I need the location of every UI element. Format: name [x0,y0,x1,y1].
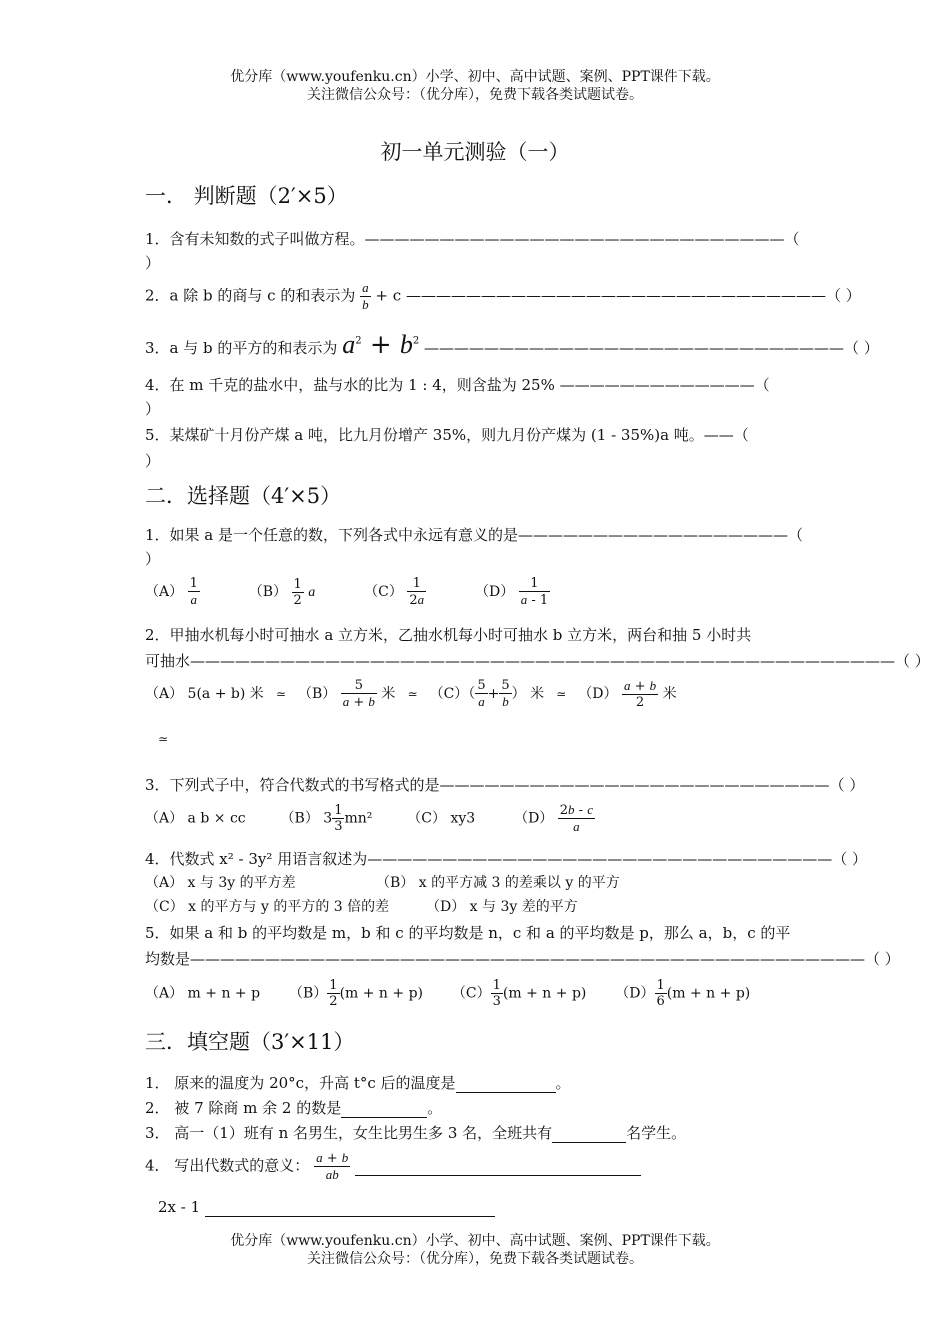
s2-q5-expr: (m + n + p) [666,985,751,1002]
s2-question-4: 4．代数式 x² - 3y² 用语言叙述为———————————————————————————————（ ） [145,850,867,868]
s3-question-3 [145,1122,686,1143]
s2-q3-option-b: （B） 3 [280,810,333,827]
fraction-1-over-3: $\frac{1}{3}$ [334,803,343,834]
s2-q2-options: （A） 5(a + b) 米 ≃ （B） $\frac{5}{a + b}$ 米 ≃ （C）（ $\frac{5}{a}$ + $\frac{5}{b}$ ） 米 ≃ （D） $\frac{a + b}{2}$ 米 [145,678,677,710]
blank-line[interactable] [355,1157,641,1176]
s2-q2-option-b: （B） [298,686,337,702]
s3-question-1 [145,1072,571,1093]
s2-question-5-cont: 均数是—————————————————————————————————————————————（ ） [145,950,900,968]
s2-question-1-end: ） [145,550,161,568]
fraction-1-over-a: $\frac{1}{a}$ [189,576,198,607]
s3-q2-text: 2． 被 7 除商 m 余 2 的数是 [145,1099,342,1117]
s3-q1-end: 。 [555,1074,571,1092]
blank-line[interactable] [552,1124,626,1143]
s1-question-4: 4．在 m 千克的盐水中，盐与水的比为 1 : 4，则含盐为 25% —————————————（ [145,376,770,394]
s2-q3-option-d: （D） [514,810,554,827]
s1-q3-expr: $a^2 + b^2$ [342,330,420,360]
s2-q3-option-a: （A） a b × cc [145,810,246,827]
fraction-1-over-2: $\frac{1}{2}$ [293,576,302,608]
section-1-heading: 一． 判断题（2′×5） [145,184,348,208]
s3-q4-expr-2: 2x - 1 [158,1198,201,1216]
s2-question-2: 2．甲抽水机每小时可抽水 a 立方米，乙抽水机每小时可抽水 b 立方米，两台和抽 5 小时共 [145,626,752,644]
s3-q1-text: 1． 原来的温度为 20°c，升高 t°c 后的温度是 [145,1074,456,1092]
section-2-heading: 二．选择题（4′×5） [145,484,342,508]
s3-q3-text: 3． 高一（1）班有 n 名男生，女生比男生多 3 名，全班共有 [145,1124,553,1142]
blank-line[interactable] [341,1099,427,1118]
fraction-2b-minus-c-over-a: $\frac{2b - c}{a}$ [559,802,593,834]
s3-question-4 [145,1150,641,1183]
footer-line-2: 关注微信公众号：（优分库），免费下载各类试题试卷。 [307,1251,643,1267]
s1-question-5: 5．某煤矿十月份产煤 a 吨，比九月份增产 35%，则九月份产煤为 (1 - 35%)a 吨。——（ [145,426,749,444]
s1-question-3 [145,330,879,360]
s1-q3-dashes: ————————————————————————————（ ） [424,339,879,357]
s2-q4-option-b: （B） x 的平方减 3 的差乘以 y 的平方 [376,875,620,891]
s3-q2-end: 。 [427,1099,443,1117]
s2-q5-option-d: （D） [615,985,655,1002]
s1-question-1-end: ） [145,254,161,272]
s2-q5-options [145,978,750,1009]
s1-q2-dashes: ————————————————————————————（ ） [405,286,861,305]
section-3-heading: 三．填空题（3′×11） [145,1030,355,1054]
option-c-label: （C） [364,584,403,600]
s2-question-1: 1．如果 a 是一个任意的数，下列各式中永远有意义的是——————————————————（ [145,526,804,544]
fraction-5-over-a: $\frac{5}{a}$ [477,678,486,709]
s2-q4-option-d: （D） x 与 3y 差的平方 [426,899,578,915]
squiggle-icon: ≃ [268,687,294,701]
s2-question-2-cont: 可抽水———————————————————————————————————————————————（ ） [145,652,930,670]
s2-question-5: 5．如果 a 和 b 的平均数是 m，b 和 c 的平均数是 n，c 和 a 的平均数是 p，那么 a，b，c 的平 [145,924,791,942]
s3-q3-end: 名学生。 [626,1124,687,1142]
squiggle-icon: ≃ [399,687,426,701]
fraction-1-over-3: $\frac{1}{3}$ [492,978,501,1009]
option-d-label: （D） [475,584,515,600]
s2-question-3: 3．下列式子中，符合代数式的书写格式的是——————————————————————————（ ） [145,776,865,794]
s3-question-4-part-2 [158,1198,495,1217]
s1-question-2 [145,280,861,313]
blank-line[interactable] [205,1198,495,1217]
s1-question-1: 1．含有未知数的式子叫做方程。————————————————————————————（ [145,230,800,248]
blank-line[interactable] [456,1074,556,1093]
header-line-1: 优分库（www.youfenku.cn）小学、初中、高中试题、案例、PPT课件下载。 [230,69,720,85]
s2-q1-options: （A） $\frac{1}{a}$ （B） $\frac{1}{2}$ a （C） $\frac{1}{2a}$ （D） $\frac{1}{a - 1}$ [145,576,549,608]
header-line-2: 关注微信公众号：（优分库），免费下载各类试题试卷。 [307,87,643,103]
fraction-a-plus-b-over-2: $\frac{a + b}{2}$ [623,678,657,710]
s1-q3-text: 3．a 与 b 的平方的和表示为 [145,339,338,357]
s2-q2-option-d: （D） [578,686,618,702]
s1-question-5-end: ） [145,452,161,470]
s2-q4-option-a: （A） x 与 3y 的平方差 [145,875,296,891]
s2-q5-expr: (m + n + p) [339,985,424,1002]
s3-q4-text: 4． 写出代数式的意义： [145,1156,310,1175]
squiggle-icon: ≃ [158,732,169,746]
s2-q5-option-c: （C） [451,985,491,1002]
s2-q3-option-c: （C） xy3 [407,810,476,827]
fraction-a-over-b: $\frac{a}{b}$ [362,280,369,312]
s1-q2-expr: + c [375,286,402,305]
s3-question-2 [145,1097,442,1118]
s2-q3-options [145,802,595,835]
fraction-5-over-b: $\frac{5}{b}$ [501,678,510,709]
unit-label: 米 [662,686,677,702]
s1-q2-text: 2．a 除 b 的商与 c 的和表示为 [145,286,356,305]
fraction-5-over-a-plus-b: $\frac{5}{a + b}$ [342,678,375,710]
unit-label: 米 [530,686,545,702]
s2-q5-option-a: （A） m + n + p [145,985,261,1002]
footer-line-1: 优分库（www.youfenku.cn）小学、初中、高中试题、案例、PPT课件下载。 [230,1233,720,1249]
option-b-label: （B） [248,584,288,600]
fraction-1-over-a-minus-1: $\frac{1}{a - 1}$ [520,576,549,608]
s2-q3-option-b-term: mn² [344,810,373,827]
s2-q5-expr: (m + n + p) [502,985,587,1002]
fraction-1-over-2a: $\frac{1}{2a}$ [409,576,425,608]
s2-q2-option-a: （A） 5(a + b) 米 [145,686,264,702]
option-a-label: （A） [145,584,184,600]
s2-q4-option-c: （C） x 的平方与 y 的平方的 3 倍的差 [145,899,390,915]
s1-question-4-end: ） [145,400,161,418]
page-title: 初一单元测验（一） [380,140,570,164]
fraction-a-plus-b-over-ab: $\frac{a + b}{ab}$ [316,1150,349,1182]
s2-q5-option-b: （B） [288,985,328,1002]
fraction-1-over-2: $\frac{1}{2}$ [329,978,338,1009]
squiggle-icon: ≃ [548,687,574,701]
fraction-1-over-6: $\frac{1}{6}$ [656,978,665,1009]
s2-q2-option-c: （C）（ [429,686,476,702]
unit-label: 米 [381,686,396,702]
